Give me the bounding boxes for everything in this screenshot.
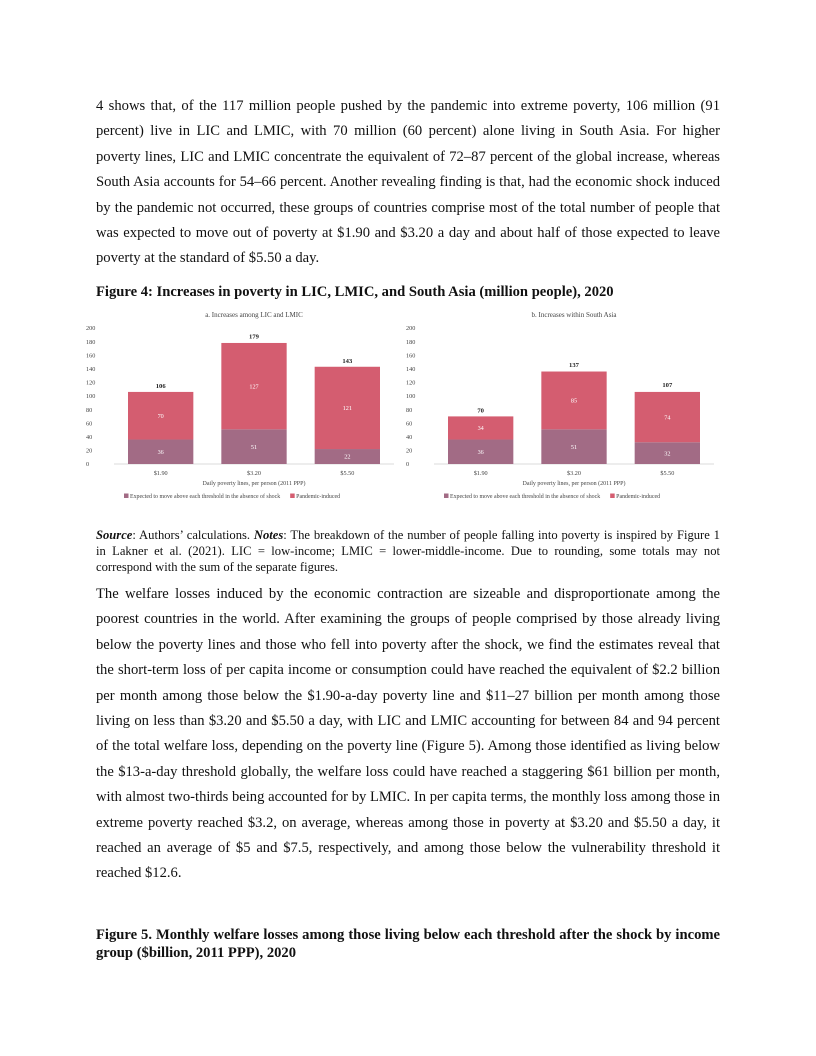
chart0-data-label: 36	[157, 448, 164, 456]
chart0-total-label: 143	[342, 357, 353, 365]
chart1-y-tick-label: 200	[406, 325, 416, 333]
chart1-y-tick-label: 160	[406, 352, 416, 360]
source-label: Source	[96, 528, 133, 542]
chart1-category-label: $1.90	[473, 470, 488, 477]
chart0-data-label: 121	[342, 405, 352, 413]
chart0-total-label: 106	[155, 382, 166, 390]
source-text: : Authors’ calculations.	[132, 528, 254, 542]
body-paragraph-1: 4 shows that, of the 117 million people pushed by the pandemic into extreme poverty, 106 million (91 percent) live in LIC and LMIC, with 70 million (60 percent) alone living in South Asia. For higher poverty lines, LIC and LMIC concentrate the equivalent of 72–87 percent of the global increase, whereas South Asia accounts for 54–66 percent. Another revealing finding is that, had the economic shock induced by the pandemic not occurred, these groups of countries comprise most of the total number of people that was expected to move out of poverty at $1.90 and $3.20 a day and about half of those expected to leave poverty at the standard of $5.50 a day.	[96, 98, 720, 267]
chart1-total-label: 70	[477, 407, 484, 415]
chart0-legend-swatch	[290, 494, 295, 499]
chart1-title: b. Increases within South Asia	[531, 311, 617, 319]
chart1-data-label: 85	[570, 397, 578, 405]
chart-lic-lmic	[84, 306, 400, 510]
chart1-legend-entry: Expected to move above each threshold in the absence of shock	[450, 494, 601, 500]
figure-5-title: Figure 5. Monthly welfare losses among those living below each threshold after the shock by income group ($billion, 2011 PPP), 2020	[96, 927, 720, 961]
chart0-y-tick-label: 160	[86, 352, 96, 360]
chart1-y-tick-label: 20	[406, 447, 413, 455]
chart1-y-tick-label: 40	[406, 434, 413, 441]
chart0-data-label: 22	[344, 453, 351, 461]
chart1-total-label: 137	[569, 361, 579, 369]
chart0-data-label: 70	[157, 412, 164, 420]
chart1-legend-swatch	[444, 494, 449, 499]
chart1-data-label: 36	[477, 448, 484, 456]
chart1-x-axis-label: Daily poverty lines, per person (2011 PPP)	[522, 481, 626, 487]
chart0-legend-swatch	[124, 494, 129, 499]
chart0-y-tick-label: 80	[86, 406, 93, 414]
chart-south-asia	[404, 306, 720, 510]
chart1-y-tick-label: 180	[406, 338, 416, 346]
chart-lic-lmic-svg	[84, 306, 400, 510]
chart1-y-tick-label: 0	[406, 461, 410, 469]
chart0-data-label: 127	[249, 383, 259, 391]
chart0-y-tick-label: 20	[86, 447, 93, 455]
chart1-y-tick-label: 140	[406, 366, 416, 373]
chart0-y-tick-label: 200	[86, 325, 96, 333]
chart1-y-tick-label: 100	[406, 393, 416, 401]
chart0-y-tick-label: 120	[86, 379, 96, 387]
body-paragraph-2: The welfare losses induced by the economic contraction are sizeable and disproportionate among the poorest countries in the world. After examining the groups of people comprised by those already living below the poverty lines and those who fell into poverty after the shock, we find the estimates reveal that the short-term loss of per capita income or consumption could have reached the equivalent of $2.2 billion per month among those below the $1.90-a-day poverty line and $11–27 billion per month among those living on less than $3.20 and $5.50 a day, with LIC and LMIC accounting for between 84 and 94 percent of the total welfare loss, depending on the poverty line (Figure 5). Among those identified as living below the $13-a-day threshold globally, the welfare loss could have reached a staggering $61 billion per month, with almost two-thirds being accounted for by LMIC. In per capita terms, the monthly loss among those in extreme poverty reached $3.2, on average, whereas among those in poverty at $3.20 and $5.50 a day, it reached an average of $5 and $7.5, respectively, and among those below the vulnerability threshold it reached $12.6.	[96, 586, 720, 882]
chart1-y-tick-label: 80	[406, 406, 413, 414]
chart0-x-axis-label: Daily poverty lines, per person (2011 PPP)	[202, 481, 306, 487]
chart1-y-tick-label: 120	[406, 379, 416, 387]
chart1-category-label: $3.20	[567, 470, 581, 477]
figure-4-source-notes	[96, 527, 720, 575]
chart0-y-tick-label: 180	[86, 338, 96, 346]
chart1-total-label: 107	[662, 382, 673, 390]
chart1-data-label: 34	[477, 425, 484, 433]
chart0-total-label: 179	[249, 333, 259, 341]
chart0-category-label: $1.90	[153, 470, 168, 477]
chart0-title: a. Increases among LIC and LMIC	[205, 311, 303, 319]
chart1-data-label: 51	[570, 443, 578, 451]
chart0-y-tick-label: 100	[86, 393, 96, 401]
notes-text: : The breakdown of the number of people falling into poverty is inspired by Figure 1 in Lakner et al. (2021). LIC = low-income; LMIC = lower-middle-income. Due to rounding, some totals may not correspond with the sum of the separate figures.	[96, 528, 720, 574]
chart0-y-tick-label: 60	[86, 420, 93, 428]
figure-4-title: Figure 4: Increases in poverty in LIC, LMIC, and South Asia (million people), 2020	[96, 284, 614, 300]
chart1-data-label: 32	[664, 450, 671, 458]
chart0-category-label: $5.50	[340, 470, 355, 477]
chart0-y-tick-label: 140	[86, 366, 96, 373]
chart0-legend-entry: Pandemic-induced	[296, 494, 341, 500]
chart1-legend-swatch	[610, 494, 615, 499]
chart0-category-label: $3.20	[247, 470, 261, 477]
chart1-category-label: $5.50	[660, 470, 675, 477]
chart0-y-tick-label: 40	[86, 434, 93, 441]
chart0-y-tick-label: 0	[86, 461, 90, 469]
chart1-legend-entry: Pandemic-induced	[616, 494, 661, 500]
chart1-y-tick-label: 60	[406, 420, 413, 428]
chart-south-asia-svg	[404, 306, 720, 510]
notes-label: Notes	[253, 528, 284, 542]
chart0-legend-entry: Expected to move above each threshold in the absence of shock	[130, 494, 281, 500]
chart1-data-label: 74	[664, 414, 671, 422]
chart0-data-label: 51	[250, 443, 258, 451]
